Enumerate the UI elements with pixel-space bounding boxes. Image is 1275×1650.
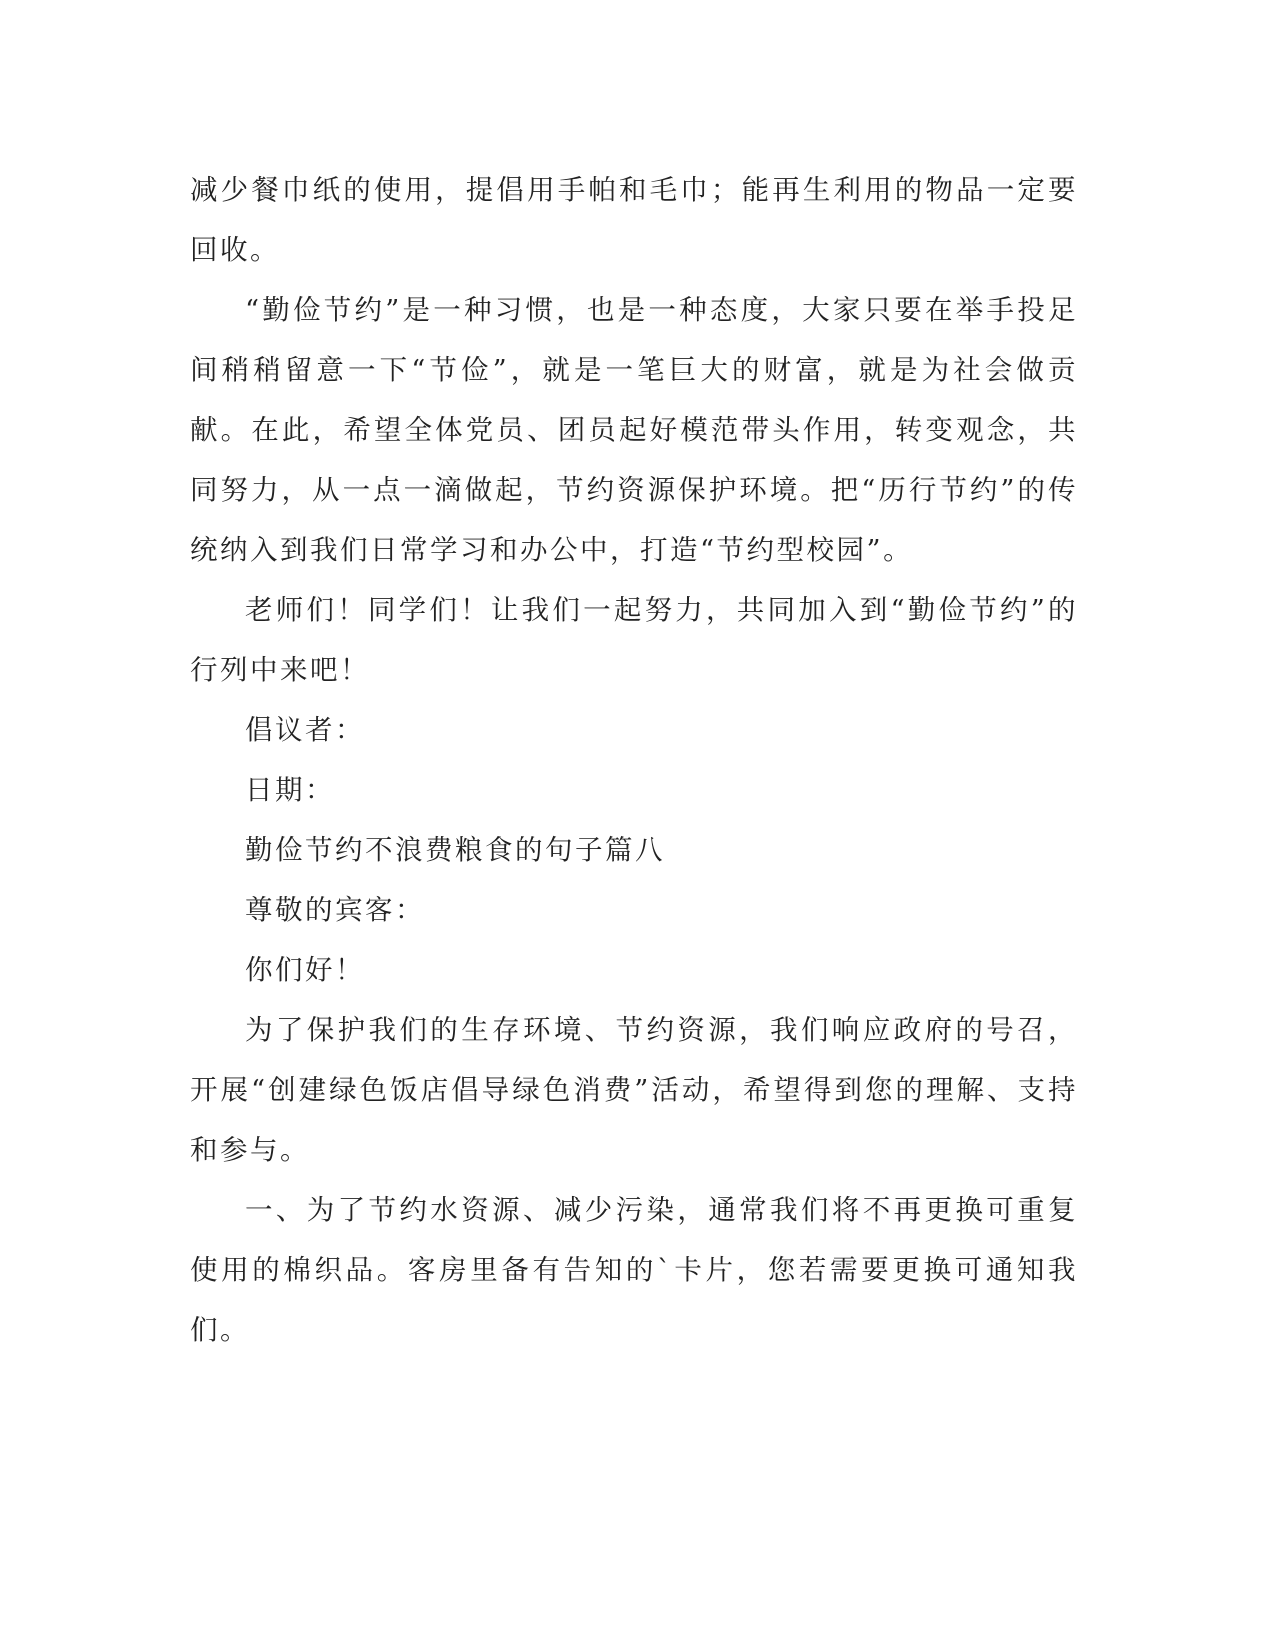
paragraph-frugality-habit: “勤俭节约”是一种习惯，也是一种态度，大家只要在举手投足间稍稍留意一下“节俭”，就是一笔巨大的财富，就是为社会做贡献。在此，希望全体党员、团员起好模范带头作用，转变观念，共同努力，从一点一滴做起，节约资源保护环境。把“历行节约”的传统纳入到我们日常学习和办公中，打造“节约型校园”。	[190, 294, 1078, 566]
initiator-line: 倡议者：	[245, 714, 365, 746]
salutation: 尊敬的宾客：	[245, 894, 425, 926]
paragraph-call-to-action: 老师们！同学们！让我们一起努力，共同加入到“勤俭节约”的行列中来吧！	[190, 594, 1078, 686]
date-line: 日期：	[245, 774, 335, 806]
paragraph-linen-reuse: 一、为了节约水资源、减少污染，通常我们将不再更换可重复使用的棉织品。客房里备有告知的`卡片，您若需要更换可通知我们。	[190, 1194, 1078, 1346]
paragraph-napkin-recycle: 减少餐巾纸的使用，提倡用手帕和毛巾；能再生利用的物品一定要回收。	[190, 174, 1078, 266]
section-heading: 勤俭节约不浪费粮食的句子篇八	[245, 834, 665, 866]
document-body	[190, 160, 1078, 1360]
greeting: 你们好！	[245, 954, 365, 986]
paragraph-green-hotel: 为了保护我们的生存环境、节约资源，我们响应政府的号召，开展“创建绿色饭店倡导绿色消费”活动，希望得到您的理解、支持和参与。	[190, 1014, 1078, 1166]
